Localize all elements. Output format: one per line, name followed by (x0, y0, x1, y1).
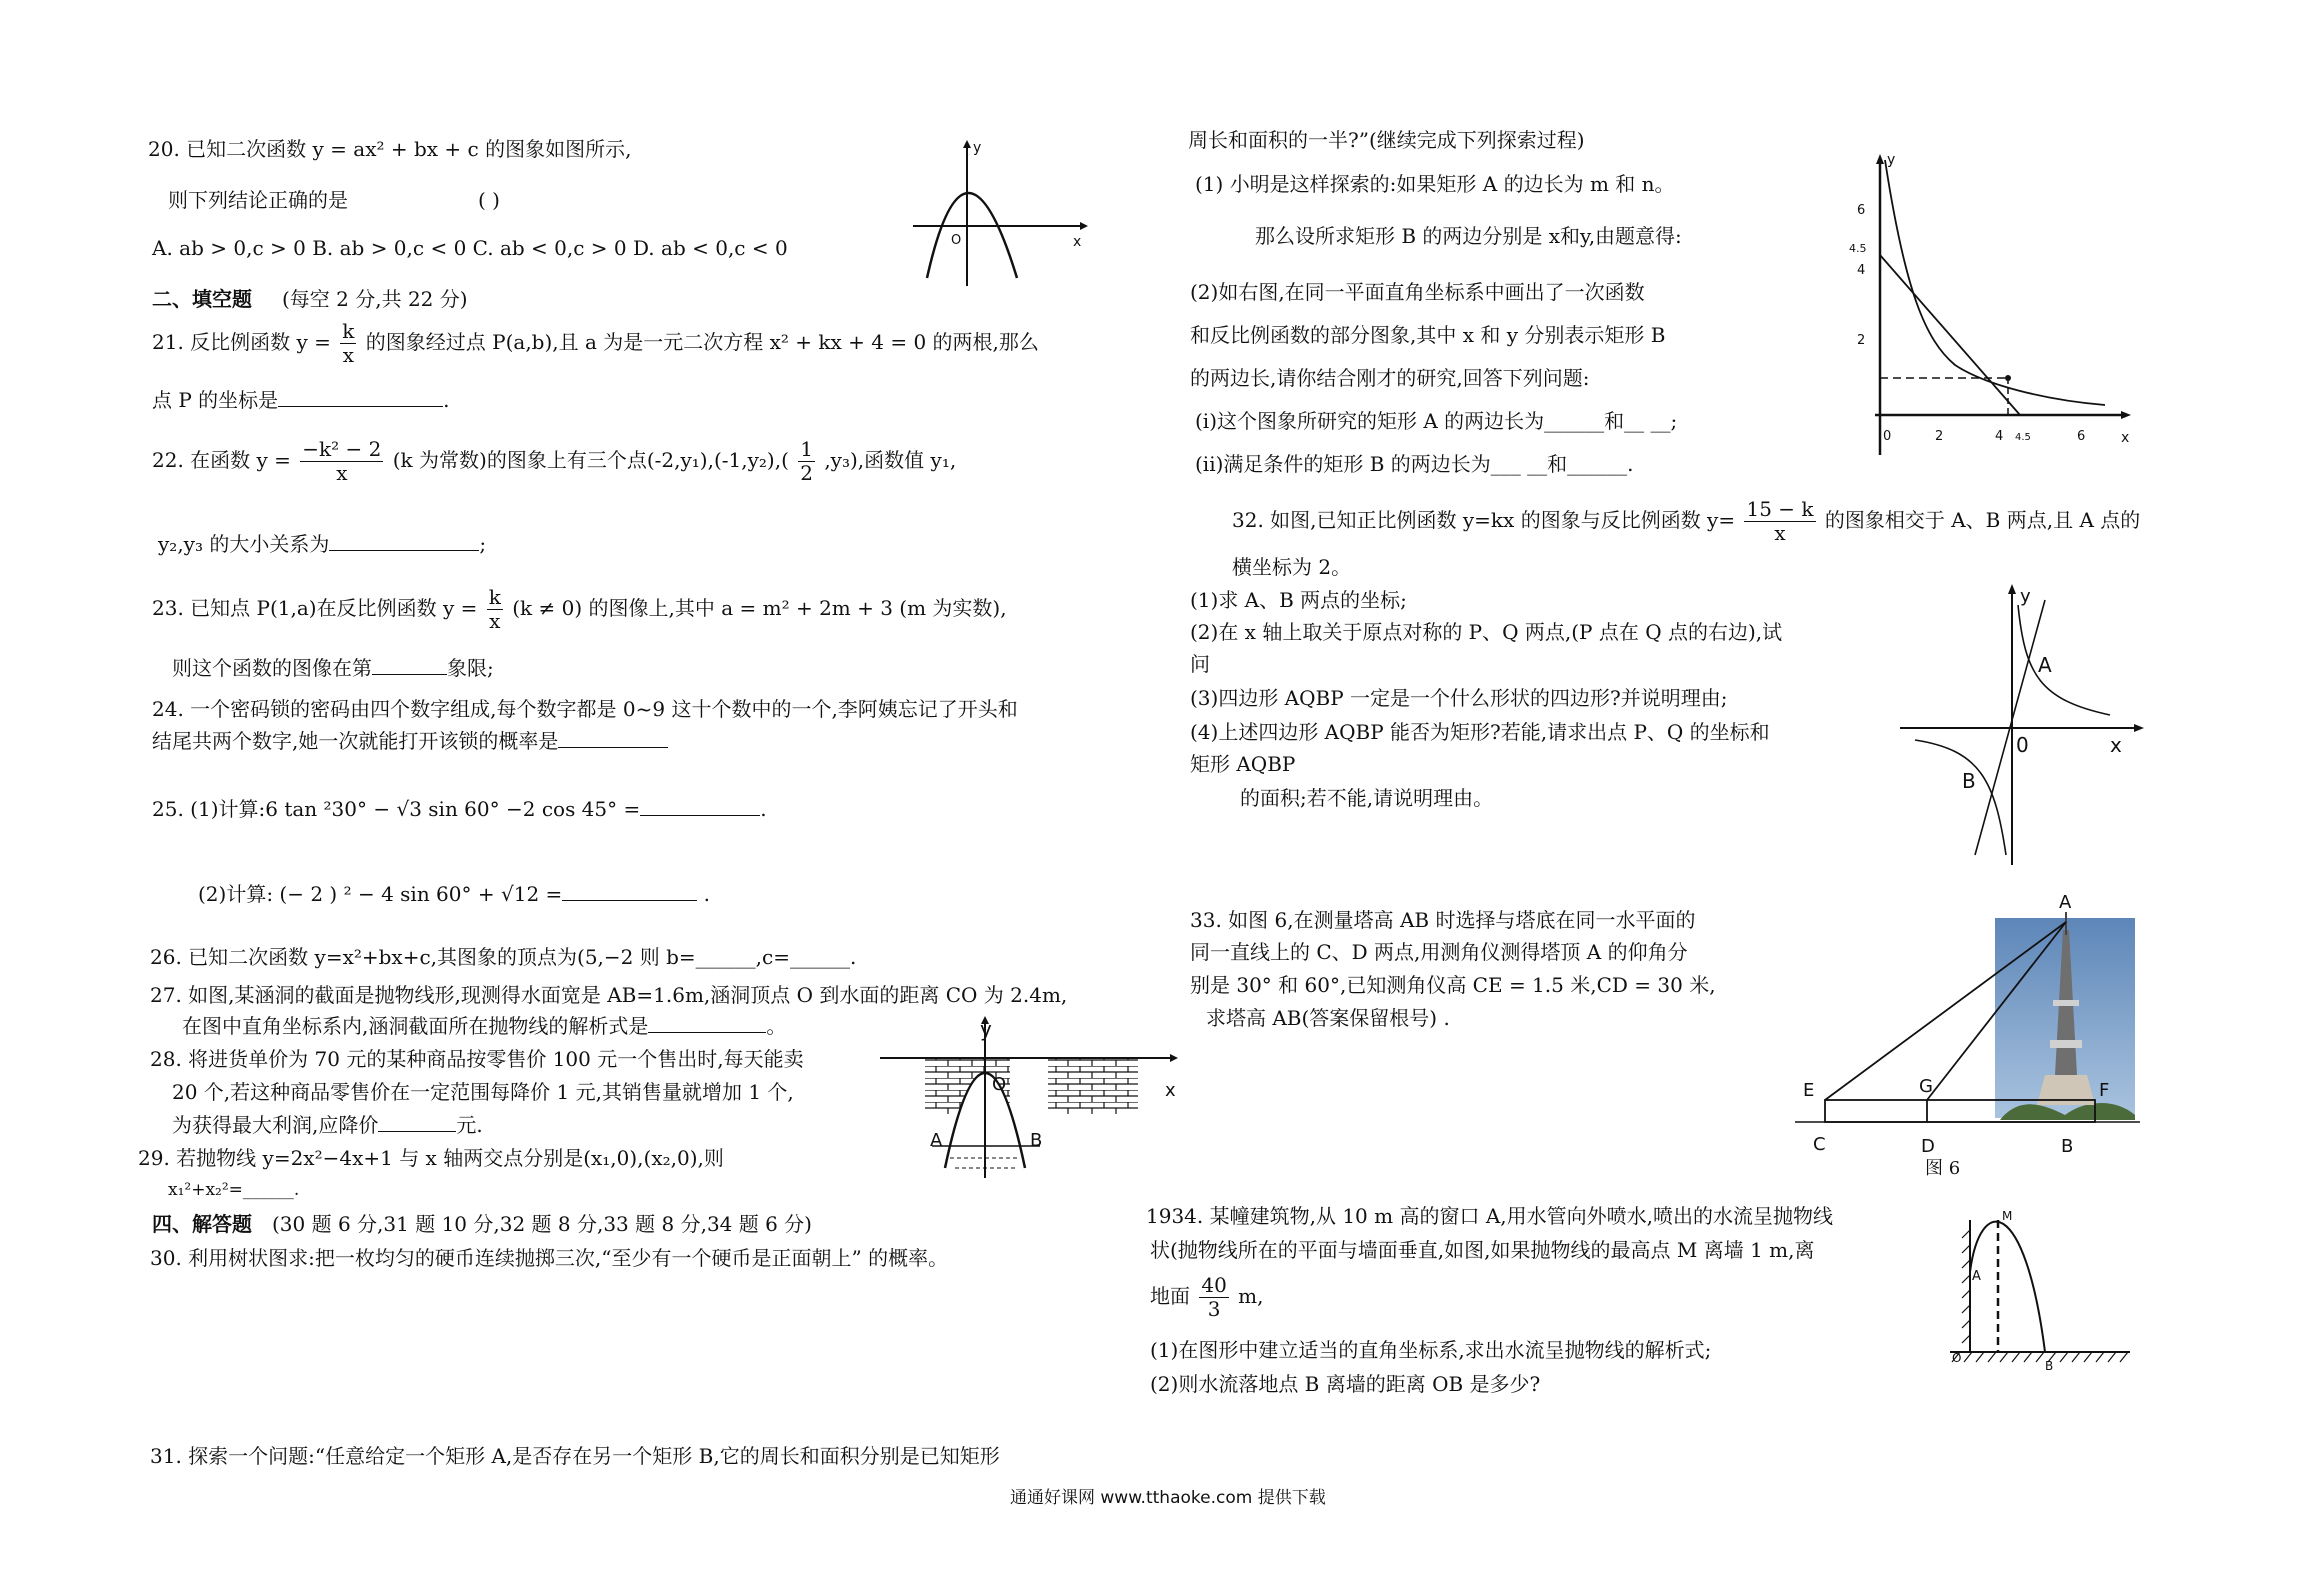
q29-line2: x₁²+x₂²=______. (168, 1180, 300, 1200)
fig31-y-label: y (1887, 152, 1896, 168)
fig31-x-label: x (2121, 430, 2130, 446)
fig20-x-label: x (1073, 234, 1082, 250)
q23-blank[interactable] (372, 674, 447, 675)
fig31-tick-y-6: 6 (1857, 203, 1866, 218)
q27-line2: 在图中直角坐标系内,涵洞截面所在抛物线的解析式是 。 (182, 1014, 787, 1038)
q21-text-b: 的图象经过点 P(a,b),且 a 为是一元二次方程 x² + kx + 4 = 0 的两根,那么 (365, 330, 1039, 354)
q34-line3: 地面 $\frac{40}{3}$ m, (1150, 1273, 1264, 1321)
q30: 30. 利用树状图求:把一枚均匀的硬币连续抛掷三次,“至少有一个硬币是正面朝上” 的概率。 (150, 1246, 949, 1270)
q33-tower-figure (1795, 890, 2145, 1180)
fig20-origin-label: O (951, 233, 962, 248)
q34-line1: 1934. 某幢建筑物,从 10 m 高的窗口 A,用水管向外喷水,喷出的水流呈抛物线 (1146, 1204, 1833, 1228)
fig34-point-o: O (1952, 1351, 1962, 1365)
fig33-point-a: A (2059, 892, 2072, 913)
q33-line4: 求塔高 AB(答案保留根号) . (1206, 1006, 1450, 1030)
fig31-tick-y-4: 4 (1857, 263, 1866, 278)
q32-part1: (1)求 A、B 两点的坐标; (1190, 588, 1407, 612)
q20-options: A. ab > 0,c > 0 B. ab > 0,c < 0 C. ab < 0,c > 0 D. ab < 0,c < 0 (152, 236, 788, 260)
q22-line1: 22. 在函数 y = $\frac{\text{−k² − 2}}{x}$ (k 为常数)的图象上有三个点(-2,y₁),(-1,y₂),( $\frac{1}{2}$ ,y₃),函数值 y₁, (152, 437, 957, 485)
q32-fraction: $\frac{15 - k}{x}$ (1746, 497, 1814, 545)
q25-2-blank[interactable] (562, 900, 697, 901)
q21-fraction: $\frac{k}{x}$ (342, 319, 355, 367)
fig33-point-g: G (1919, 1076, 1933, 1097)
fig31-tick-x-4: 4 (1995, 429, 2004, 444)
q20-line2: 则下列结论正确的是 (168, 188, 348, 212)
fig27-y-label: y (980, 1017, 992, 1041)
q20-parabola-figure (905, 138, 1085, 288)
q28-line2: 20 个,若这种商品零售价在一定范围每降价 1 元,其销售量就增加 1 个, (172, 1080, 794, 1104)
q25-part1: 25. (1)计算:6 tan ²30° − √3 sin 60° −2 cos 45° = . (152, 797, 767, 821)
fig32-point-b: B (1962, 769, 1976, 793)
q20-answer-paren: ( ) (478, 188, 500, 212)
q33-line3: 别是 30° 和 60°,已知测角仪高 CE = 1.5 米,CD = 30 米, (1190, 973, 1716, 997)
fig20-y-label: y (973, 140, 982, 156)
q32-part3: (3)四边形 AQBP 一定是一个什么形状的四边形?并说明理由; (1190, 686, 1728, 710)
fig32-origin-label: 0 (2016, 733, 2029, 757)
q34-fountain-figure (1940, 1200, 2140, 1380)
q32-part4-line2: 矩形 AQBP (1190, 752, 1296, 776)
q31: 31. 探索一个问题:“任意给定一个矩形 A,是否存在另一个矩形 B,它的周长和面积分别是已知矩形 (150, 1444, 1000, 1468)
q31-part1b: 那么设所求矩形 B 的两边分别是 x和y,由题意得: (1255, 224, 1682, 248)
fig33-point-e: E (1803, 1080, 1815, 1101)
q28-blank[interactable] (378, 1131, 456, 1132)
section4-title: 四、解答题 (152, 1212, 252, 1236)
q21-line1 (152, 320, 1039, 367)
q26: 26. 已知二次函数 y=x²+bx+c,其图象的顶点为(5,−2 则 b=______,c=______. (150, 945, 857, 969)
fig31-tick-y-2: 2 (1857, 333, 1866, 348)
q32-part4-line1: (4)上述四边形 AQBP 能否为矩形?若能,请求出点 P、Q 的坐标和 (1190, 720, 1770, 744)
fig34-point-m: M (2002, 1209, 2013, 1223)
q34-part2: (2)则水流落地点 B 离墙的距离 OB 是多少? (1150, 1372, 1541, 1396)
page-footer: 通通好课网 www.tthaoke.com 提供下载 (1010, 1488, 1326, 1508)
q22-half-fraction: $\frac{1}{2}$ (800, 437, 813, 485)
fig33-point-d: D (1921, 1136, 1935, 1157)
q28-line1: 28. 将进货单价为 70 元的某种商品按零售价 100 元一个售出时,每天能卖 (150, 1047, 804, 1071)
q31-part2-line1: (2)如右图,在同一平面直角坐标系中画出了一次函数 (1190, 280, 1645, 304)
fig32-x-label: x (2110, 733, 2122, 757)
fig31-tick-y-4.5: 4.5 (1849, 242, 1867, 255)
q27-line1: 27. 如图,某涵洞的截面是抛物线形,现测得水面宽是 AB=1.6m,涵洞顶点 O 到水面的距离 CO 为 2.4m, (150, 983, 1068, 1007)
q32-line2: 横坐标为 2。 (1232, 555, 1352, 579)
fig27-point-b: B (1030, 1130, 1043, 1151)
section2-title: 二、填空题 (152, 287, 252, 311)
q29-line1: 29. 若抛物线 y=2x²−4x+1 与 x 轴两交点分别是(x₁,0),(x₂,0),则 (138, 1146, 724, 1170)
q31-graph-figure (1845, 150, 2135, 460)
fig31-tick-x-0: 0 (1883, 429, 1892, 444)
q27-culvert-figure (880, 1018, 1180, 1188)
q31-continued: 周长和面积的一半?”(继续完成下列探索过程) (1188, 128, 1585, 152)
fig32-y-label: y (2020, 586, 2031, 607)
q33-line1: 33. 如图 6,在测量塔高 AB 时选择与塔底在同一水平面的 (1190, 908, 1696, 932)
q31-sub-i: (i)这个图象所研究的矩形 A 的两边长为______和__ __; (1195, 409, 1678, 433)
fig34-point-a: A (1972, 1269, 1981, 1284)
q25-part2: (2)计算: (− 2 ) ² − 4 sin 60° + √12 = . (198, 882, 711, 906)
q31-part2-line3: 的两边长,请你结合刚才的研究,回答下列问题: (1190, 366, 1590, 390)
q32-part2-line2: 问 (1190, 652, 1210, 676)
section2-note: (每空 2 分,共 22 分) (282, 287, 468, 311)
fig33-point-c: C (1813, 1134, 1826, 1155)
q33-line2: 同一直线上的 C、D 两点,用测角仪测得塔顶 A 的仰角分 (1190, 940, 1688, 964)
fig27-x-label: x (1165, 1080, 1176, 1101)
q23-line1: 23. 已知点 P(1,a)在反比例函数 y = $\frac{k}{x}$ (k ≠ 0) 的图像上,其中 a = m² + 2m + 3 (m 为实数), (152, 585, 1007, 633)
fig32-point-a: A (2038, 653, 2052, 677)
q32-part2-line1: (2)在 x 轴上取关于原点对称的 P、Q 两点,(P 点在 Q 点的右边),试 (1190, 620, 1783, 644)
q23-line2: 则这个函数的图像在第 象限; (172, 656, 494, 680)
q22-fraction: $\frac{\text{−k² − 2}}{x}$ (302, 437, 382, 485)
q22-blank[interactable] (329, 550, 479, 551)
section4-note: (30 题 6 分,31 题 10 分,32 题 8 分,33 题 8 分,34 题 6 分) (272, 1212, 812, 1236)
fig31-tick-x-4.5: 4.5 (2015, 432, 2031, 443)
q34-fraction: $\frac{40}{3}$ (1201, 1273, 1227, 1321)
q22-line2: y₂,y₃ 的大小关系为 ; (158, 532, 487, 556)
fig31-tick-x-6: 6 (2077, 429, 2086, 444)
q24-blank[interactable] (558, 747, 668, 748)
fig6-caption: 图 6 (1925, 1158, 1961, 1179)
q20-line1: 20. 已知二次函数 y = ax² + bx + c 的图象如图所示, (148, 137, 632, 161)
q31-part2-line2: 和反比例函数的部分图象,其中 x 和 y 分别表示矩形 B (1190, 323, 1666, 347)
q24-line2: 结尾共两个数字,她一次就能打开该锁的概率是 (152, 729, 668, 753)
q34-line2: 状(抛物线所在的平面与墙面垂直,如图,如果抛物线的最高点 M 离墙 1 m,离 (1150, 1238, 1815, 1262)
q27-blank[interactable] (648, 1032, 766, 1033)
q25-1-blank[interactable] (640, 815, 760, 816)
q34-part1: (1)在图形中建立适当的直角坐标系,求出水流呈抛物线的解析式; (1150, 1338, 1712, 1362)
q32-part4-line3: 的面积;若不能,请说明理由。 (1240, 786, 1494, 810)
fig34-point-b: B (2045, 1359, 2054, 1373)
q31-sub-ii: (ii)满足条件的矩形 B 的两边长为___ __和______. (1195, 452, 1634, 476)
fig27-point-a: A (930, 1130, 943, 1151)
q32-line1: 32. 如图,已知正比例函数 y=kx 的图象与反比例函数 y= $\frac{15 - k}{x}$ 的图象相交于 A、B 两点,且 A 点的 (1232, 497, 2141, 545)
q24-line1: 24. 一个密码锁的密码由四个数字组成,每个数字都是 0~9 这十个数中的一个,李阿姨忘记了开头和 (152, 697, 1018, 721)
q21-blank[interactable] (278, 406, 443, 407)
q21-text-a: 21. 反比例函数 y = (152, 330, 331, 354)
q32-graph-figure (1900, 580, 2150, 870)
fig33-point-f: F (2099, 1080, 2110, 1101)
q28-line3: 为获得最大利润,应降价 元. (172, 1113, 483, 1137)
fig33-point-b: B (2061, 1136, 2074, 1157)
q21-line2: 点 P 的坐标是 . (152, 388, 450, 412)
q23-fraction: $\frac{k}{x}$ (488, 585, 501, 633)
fig27-origin-label: O (992, 1074, 1007, 1095)
fig31-tick-x-2: 2 (1935, 429, 1944, 444)
q31-part1: (1) 小明是这样探索的:如果矩形 A 的边长为 m 和 n。 (1195, 172, 1675, 196)
